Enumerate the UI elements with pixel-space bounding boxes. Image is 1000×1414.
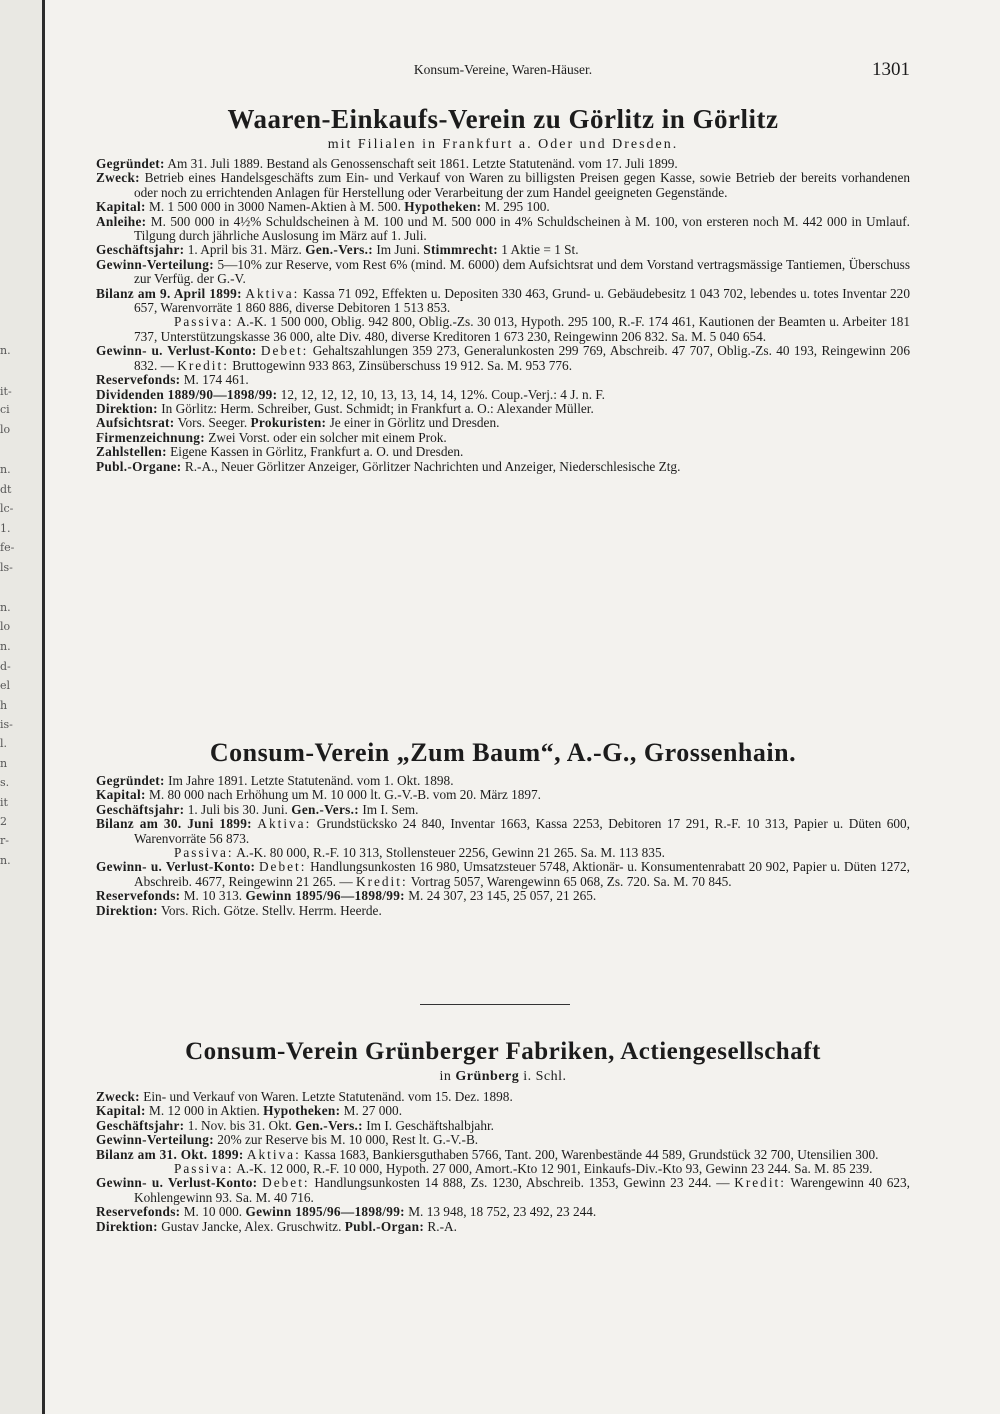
margin-fragment: lo — [0, 424, 11, 436]
section-separator — [420, 1004, 570, 1005]
entry-purpose: Zweck: Betrieb eines Handelsgeschäfts zum Ein- und Verkauf von Waren zu billigsten Preisen gegen Kasse, sowie Betrieb der bereits vorhandenen oder noch zu errichtenden Anlagen für Herstellung oder Verarbeitung der zum Handel geeigneten Gegenstände. — [96, 170, 911, 200]
entry-balance-liabilities: Passiva: A.-K. 1 500 000, Oblig. 942 800, Oblig.-Zs. 30 013, Hypoth. 295 100, R.-F. 174 461, Kautionen der Beamten u. Arbeiter 181 737, Unterstützungskasse 36 000, alte Div. 480, diverse Kreditoren 1 673 230, Reingewinn 206 832. Sa. M. 5 040 654. — [134, 314, 910, 344]
entry-paying-agents: Zahlstellen: Eigene Kassen in Görlitz, Frankfurt a. O. und Dresden. — [96, 444, 464, 460]
margin-fragment: l. — [0, 738, 8, 750]
entry-publications: Publ.-Organe: R.-A., Neuer Görlitzer Anzeiger, Görlitzer Nachrichten und Anzeiger, Niederschlesische Ztg. — [96, 458, 681, 474]
margin-fragment: dt — [0, 484, 12, 496]
article-body — [96, 774, 910, 918]
article-body — [96, 157, 910, 474]
article-title: Waaren-Einkaufs-Verein zu Görlitz in Görlitz — [227, 104, 779, 134]
margin-fragment: fe- — [0, 542, 14, 554]
entry-dividends: Dividenden 1889/90—1898/99: 12, 12, 12, 12, 10, 13, 13, 14, 14, 12%. Coup.-Verj.: 4 J. n. F. — [96, 386, 606, 402]
article-grossenhain — [96, 736, 910, 918]
entry-reserve: Reservefonds: M. 10 313. Gewinn 1895/96—1898/99: M. 24 307, 23 145, 25 057, 21 265. — [96, 888, 597, 904]
entry-balance-liabilities: Passiva: A.-K. 80 000, R.-F. 10 313, Stollensteuer 2256, Gewinn 21 265. Sa. M. 113 835. — [174, 845, 665, 861]
margin-fragment: ci — [0, 404, 10, 416]
entry-board: Direktion: Gustav Jancke, Alex. Gruschwitz. Publ.-Organ: R.-A. — [96, 1218, 457, 1234]
entry-board: Direktion: In Görlitz: Herm. Schreiber, Gust. Schmidt; in Frankfurt a. O.: Alexander Müller. — [96, 400, 594, 416]
article-title: Consum-Verein „Zum Baum“, A.-G., Grossenhain. — [209, 738, 797, 767]
article-subtitle: mit Filialen in Frankfurt a. Oder und Dresden. — [327, 137, 679, 152]
article-title: Consum-Verein Grünberger Fabriken, Actiengesellschaft — [185, 1038, 821, 1065]
entry-fiscal-year: Geschäftsjahr: 1. Juli bis 30. Juni. Gen.-Vers.: Im I. Sem. — [96, 801, 419, 817]
margin-fragment: n. — [0, 641, 11, 653]
entry-balance-assets: Bilanz am 31. Okt. 1899: Aktiva: Kassa 1683, Bankiersguthaben 5766, Tant. 200, Warenbestände 44 589, Grundstück 32 700, Utensilien 300. — [96, 1146, 879, 1162]
margin-fragment: it — [0, 797, 8, 809]
article-goerlitz — [96, 102, 910, 474]
entry-capital: Kapital: M. 12 000 in Aktien. Hypotheken: M. 27 000. — [96, 1103, 403, 1119]
entry-loan: Anleihe: M. 500 000 in 4½% Schuldscheinen à M. 100 und M. 500 000 in 4% Schuldscheinen à M. 100, von ersteren noch M. 442 000 in Umlauf. Tilgung durch jährliche Auslosung im März auf 1. Juli. — [96, 213, 910, 244]
margin-fragment: n. — [0, 464, 11, 476]
entry-profit-distribution: Gewinn-Verteilung: 20% zur Reserve bis M. 10 000, Rest lt. G.-V.-B. — [96, 1132, 479, 1148]
entry-balance-assets: Bilanz am 30. Juni 1899: Aktiva: Grundstücksko 24 840, Inventar 1663, Kassa 2253, Debitoren 17 291, R.-F. 10 313, Papier u. Düten 600, Warenvorräte 56 873. — [96, 816, 910, 846]
entry-balance-liabilities: Passiva: A.-K. 12 000, R.-F. 10 000, Hypoth. 27 000, Amort.-Kto 12 901, Einkaufs-Div.-Kto 93, Gewinn 23 244. Sa. M. 85 239. — [174, 1161, 873, 1177]
entry-board: Direktion: Vors. Rich. Götze. Stellv. Herrm. Heerde. — [96, 902, 382, 918]
margin-fragment: h — [0, 700, 8, 712]
margin-fragment: r- — [0, 835, 9, 847]
entry-capital: Kapital: M. 80 000 nach Erhöhung um M. 10 000 lt. G.-V.-B. vom 20. März 1897. — [96, 787, 542, 803]
margin-fragment: 2 — [0, 816, 7, 828]
entry-founded: Gegründet: Im Jahre 1891. Letzte Statutenänd. vom 1. Okt. 1898. — [96, 773, 454, 788]
margin-fragment: n. — [0, 345, 11, 357]
article-subtitle: in Grünberg i. Schl. — [439, 1069, 567, 1084]
page-header — [96, 59, 910, 82]
entry-profit-loss: Gewinn- u. Verlust-Konto: Debet: Handlungsunkosten 16 980, Umsatzsteuer 5748, Aktionär- u. Konsumentenrabatt 20 902, Papier u. Düten 1272, Abschreib. 4677, Reingewinn 21 265. — Kredit: Vortrag 5057, Warengewinn 65 068, Zs. 720. Sa. M. 70 845. — [96, 859, 910, 889]
page-edge-rule — [42, 0, 45, 1414]
entry-founded: Gegründet: Am 31. Juli 1889. Bestand als Genossenschaft seit 1861. Letzte Statutenänd. vom 17. Juli 1899. — [96, 156, 678, 171]
running-title: Konsum-Vereine, Waren-Häuser. — [413, 62, 593, 77]
margin-fragment: 1. — [0, 523, 11, 535]
page-number: 1301 — [872, 59, 910, 80]
margin-fragment: lo — [0, 621, 11, 633]
margin-fragment: ls- — [0, 562, 13, 574]
margin-fragment: n — [0, 758, 8, 770]
entry-profit-loss: Gewinn- u. Verlust-Konto: Debet: Handlungsunkosten 14 888, Zs. 1230, Abschreib. 1353, Gewinn 23 244. — Kredit: Warengewinn 40 623, Kohlengewinn 93. Sa. M. 40 716. — [96, 1175, 910, 1205]
margin-fragment: d- — [0, 661, 11, 673]
entry-supervisory: Aufsichtsrat: Vors. Seeger. Prokuristen: Je einer in Görlitz und Dresden. — [96, 415, 500, 431]
entry-reserve: Reservefonds: M. 174 461. — [96, 372, 249, 388]
article-gruenberg — [96, 1036, 910, 1234]
entry-capital: Kapital: M. 1 500 000 in 3000 Namen-Aktien à M. 500. Hypotheken: M. 295 100. — [96, 199, 550, 215]
entry-reserve: Reservefonds: M. 10 000. Gewinn 1895/96—1898/99: M. 13 948, 18 752, 23 492, 23 244. — [96, 1204, 597, 1220]
margin-fragment: s. — [0, 777, 10, 789]
entry-fiscal-year: Geschäftsjahr: 1. April bis 31. März. Gen.-Vers.: Im Juni. Stimmrecht: 1 Aktie = 1 St. — [96, 242, 579, 258]
entry-purpose: Zweck: Ein- und Verkauf von Waren. Letzte Statutenänd. vom 15. Dez. 1898. — [96, 1089, 513, 1104]
entry-signature: Firmenzeichnung: Zwei Vorst. oder ein solcher mit einem Prok. — [96, 429, 447, 445]
entry-profit-loss: Gewinn- u. Verlust-Konto: Debet: Gehaltszahlungen 359 273, Generalunkosten 299 769, Abschreib. 47 707, Oblig.-Zs. 40 193, Reingewinn 206 832. — Kredit: Bruttogewinn 933 863, Zinsüberschuss 19 912. Sa. M. 953 776. — [96, 343, 910, 373]
article-body — [96, 1090, 910, 1234]
previous-page-edge — [0, 0, 44, 1414]
entry-balance-assets: Bilanz am 9. April 1899: Aktiva: Kassa 71 092, Effekten u. Depositen 330 463, Grund- u. Gebäudebesitz 1 043 702, lebendes u. totes Inventar 220 657, Warenvorräte 1 860 886, diverse Debitoren 1 513 853. — [96, 285, 910, 316]
margin-fragment: n. — [0, 855, 11, 867]
margin-fragment: it- — [0, 386, 12, 398]
margin-fragment: el — [0, 680, 11, 692]
margin-fragment: is- — [0, 719, 13, 731]
entry-fiscal-year: Geschäftsjahr: 1. Nov. bis 31. Okt. Gen.-Vers.: Im I. Geschäftshalbjahr. — [96, 1117, 495, 1133]
entry-profit-distribution: Gewinn-Verteilung: 5—10% zur Reserve, vom Rest 6% (mind. M. 6000) dem Aufsichtsrat und dem Vorstand vertragsmässige Tantiemen, Überschuss zur Verfüg. der G.-V. — [96, 256, 911, 287]
margin-fragment: lc- — [0, 503, 14, 515]
margin-fragment: n. — [0, 602, 11, 614]
